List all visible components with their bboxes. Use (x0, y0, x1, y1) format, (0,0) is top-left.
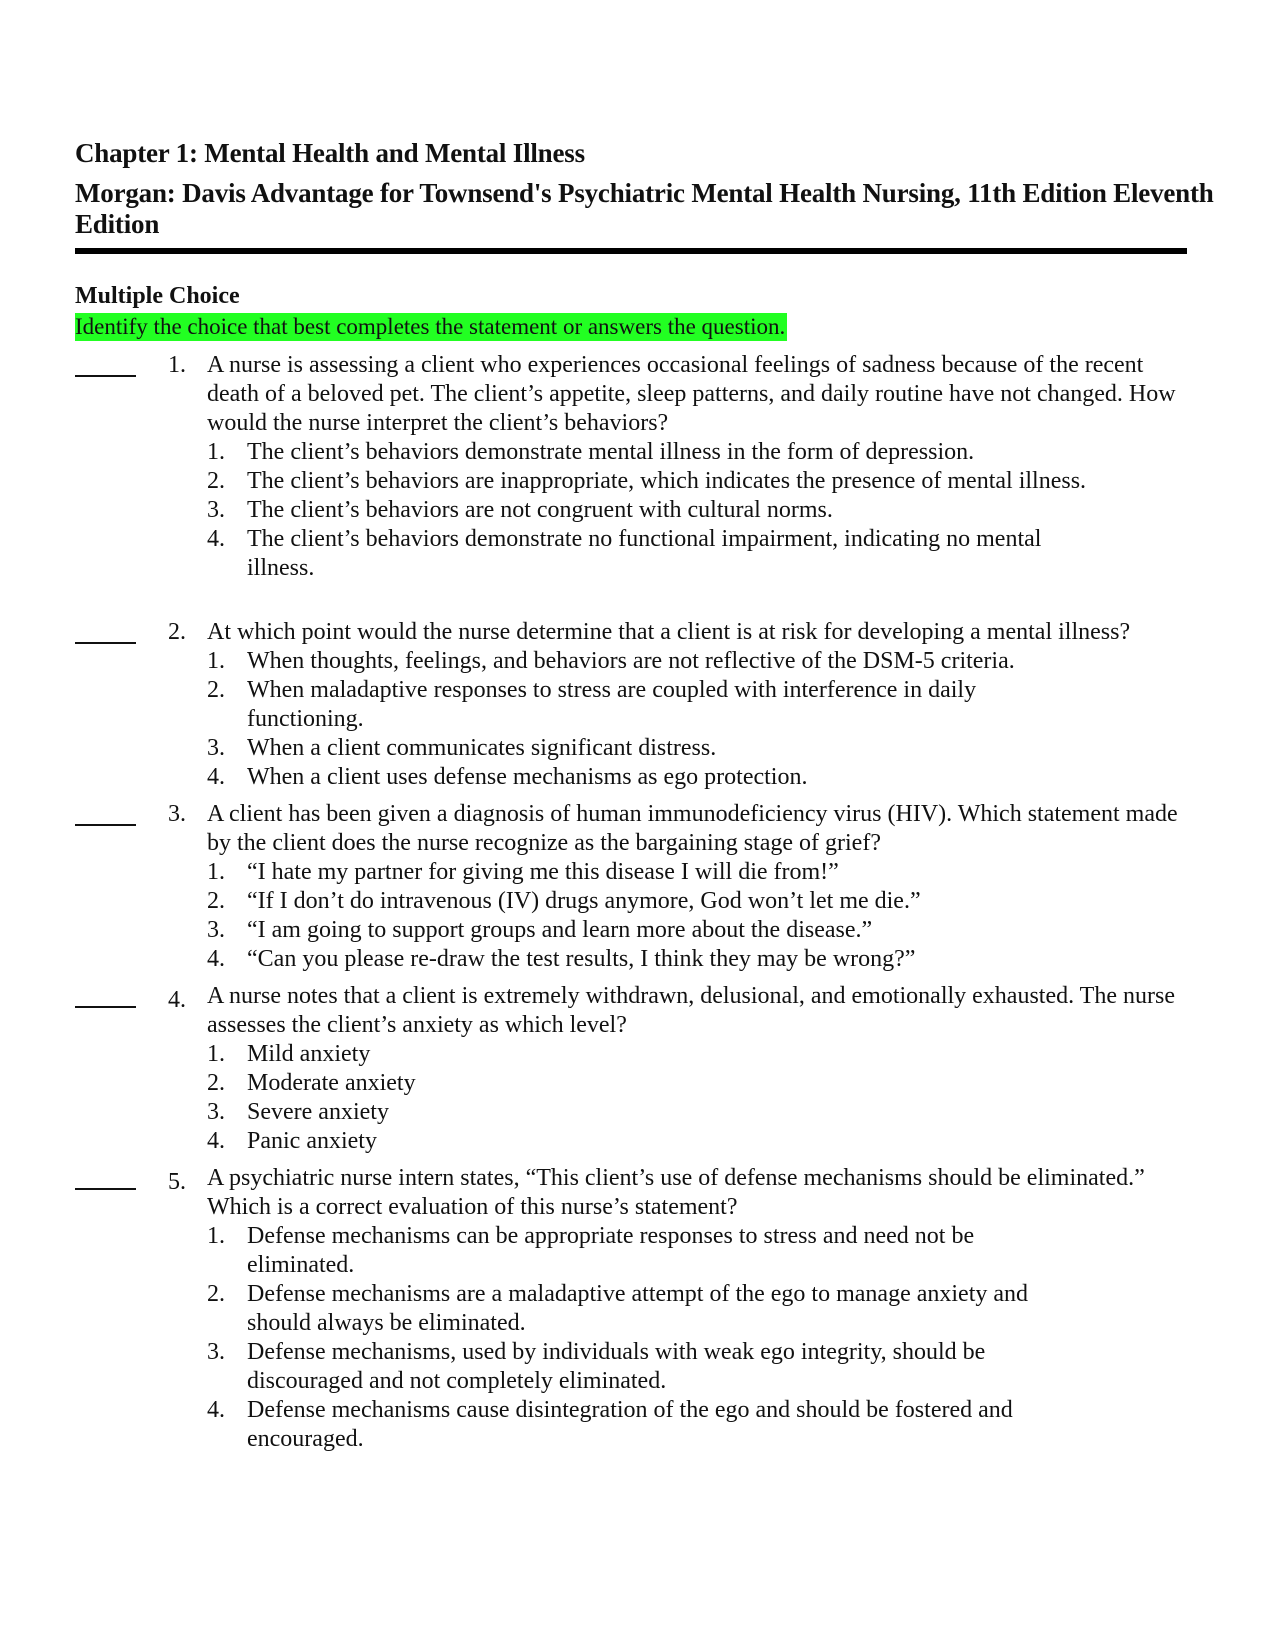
question-number: 4. (168, 987, 186, 1013)
answer-option (207, 1040, 1087, 1069)
answer-option (207, 1222, 1087, 1280)
section-title: Multiple Choice (75, 283, 240, 309)
option-number: 3. (207, 917, 225, 943)
answer-options (207, 1222, 1087, 1454)
option-number: 4. (207, 764, 225, 790)
book-title: Morgan: Davis Advantage for Townsend's Psychiatric Mental Health Nursing, 11th Edition Eleventh Edition (75, 178, 1214, 239)
answer-option (207, 1280, 1087, 1338)
answer-option (207, 1127, 1087, 1156)
option-text: Defense mechanisms, used by individuals with weak ego integrity, should be discouraged and not completely eliminated. (247, 1339, 986, 1394)
answer-blank[interactable] (75, 824, 136, 826)
question-text: A psychiatric nurse intern states, “This client’s use of defense mechanisms should be eliminated.” Which is a correct evaluation of this nurse’s statement? (207, 1165, 1145, 1220)
option-number: 4. (207, 1128, 225, 1154)
option-number: 3. (207, 497, 225, 523)
answer-option (207, 916, 1087, 945)
option-text: “I am going to support groups and learn more about the disease.” (247, 917, 873, 943)
option-text: Defense mechanisms are a maladaptive attempt of the ego to manage anxiety and should always be eliminated. (247, 1281, 1029, 1336)
option-number: 4. (207, 526, 225, 552)
answer-option (207, 1396, 1087, 1454)
option-text: When thoughts, feelings, and behaviors are not reflective of the DSM-5 criteria. (247, 648, 1015, 674)
answer-option (207, 1338, 1087, 1396)
answer-blank[interactable] (75, 375, 136, 377)
question-number: 5. (168, 1169, 186, 1195)
answer-option (207, 945, 1087, 974)
chapter-title: Chapter 1: Mental Health and Mental Illness (75, 138, 585, 168)
option-text: The client’s behaviors demonstrate no functional impairment, indicating no mental illness. (247, 526, 1042, 581)
question-number: 3. (168, 801, 186, 827)
option-text: “Can you please re-draw the test results, I think they may be wrong?” (247, 946, 916, 972)
option-number: 1. (207, 1223, 225, 1249)
question-number: 2. (168, 619, 186, 645)
option-number: 1. (207, 648, 225, 674)
answer-option (207, 887, 1087, 916)
answer-options (207, 1040, 1087, 1156)
answer-options (207, 438, 1087, 583)
option-number: 4. (207, 946, 225, 972)
answer-option (207, 496, 1087, 525)
answer-blank[interactable] (75, 1188, 136, 1190)
section-instructions: Identify the choice that best completes the statement or answers the question. (75, 314, 786, 339)
answer-blank[interactable] (75, 1006, 136, 1008)
answer-option (207, 734, 1087, 763)
question-number: 1. (168, 352, 186, 378)
option-text: Moderate anxiety (247, 1070, 416, 1096)
question-text: A nurse is assessing a client who experiences occasional feelings of sadness because of the recent death of a beloved pet. The client’s appetite, sleep patterns, and daily routine have not changed. How would the nurse interpret the client’s behaviors? (207, 352, 1176, 436)
option-text: When a client communicates significant distress. (247, 735, 717, 761)
option-text: The client’s behaviors demonstrate mental illness in the form of depression. (247, 439, 975, 465)
option-text: Mild anxiety (247, 1041, 371, 1067)
option-text: “I hate my partner for giving me this disease I will die from!” (247, 859, 839, 885)
answer-options (207, 858, 1087, 974)
answer-option (207, 763, 1087, 792)
header-divider (75, 248, 1187, 254)
option-number: 4. (207, 1397, 225, 1423)
option-number: 2. (207, 888, 225, 914)
question-text: A client has been given a diagnosis of human immunodeficiency virus (HIV). Which statement made by the client does the nurse recognize as the bargaining stage of grief? (207, 801, 1178, 856)
option-text: “If I don’t do intravenous (IV) drugs anymore, God won’t let me die.” (247, 888, 921, 914)
option-number: 3. (207, 1099, 225, 1125)
option-number: 3. (207, 1339, 225, 1365)
answer-option (207, 467, 1087, 496)
option-text: When a client uses defense mechanisms as ego protection. (247, 764, 808, 790)
question-text: A nurse notes that a client is extremely withdrawn, delusional, and emotionally exhausted. The nurse assesses the client’s anxiety as which level? (207, 983, 1175, 1038)
answer-blank[interactable] (75, 642, 136, 644)
option-text: Severe anxiety (247, 1099, 389, 1125)
option-number: 2. (207, 677, 225, 703)
answer-option (207, 1098, 1087, 1127)
option-text: Defense mechanisms can be appropriate responses to stress and need not be eliminated. (247, 1223, 975, 1278)
answer-option (207, 438, 1087, 467)
answer-options (207, 647, 1087, 792)
option-number: 1. (207, 439, 225, 465)
answer-option (207, 647, 1087, 676)
option-text: When maladaptive responses to stress are coupled with interference in daily functioning. (247, 677, 977, 732)
option-text: Panic anxiety (247, 1128, 377, 1154)
option-number: 1. (207, 1041, 225, 1067)
answer-option (207, 525, 1087, 583)
option-text: The client’s behaviors are not congruent with cultural norms. (247, 497, 833, 523)
option-number: 2. (207, 1281, 225, 1307)
option-number: 1. (207, 859, 225, 885)
option-text: Defense mechanisms cause disintegration of the ego and should be fostered and encouraged. (247, 1397, 1013, 1452)
answer-option (207, 1069, 1087, 1098)
question-text: At which point would the nurse determine that a client is at risk for developing a mental illness? (207, 619, 1131, 645)
answer-option (207, 676, 1087, 734)
option-number: 3. (207, 735, 225, 761)
answer-option (207, 858, 1087, 887)
option-number: 2. (207, 468, 225, 494)
option-text: The client’s behaviors are inappropriate, which indicates the presence of mental illness. (247, 468, 1087, 494)
option-number: 2. (207, 1070, 225, 1096)
